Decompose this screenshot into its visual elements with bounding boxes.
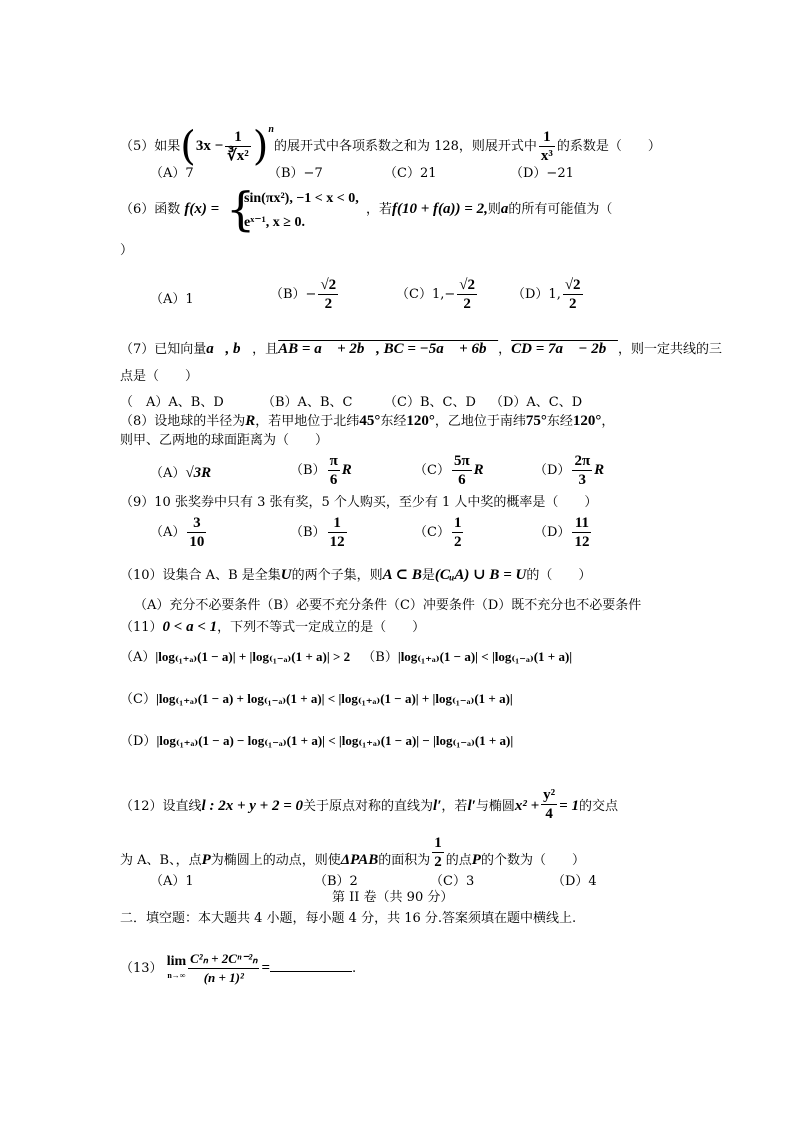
q9-a-den: 10 [189,534,205,550]
q6-option-a: （A）1 [150,292,194,307]
q7-option-a: （ A）A、B、D [120,395,224,410]
q10-cond2: (CᵤA) ∪ B = U [434,567,527,583]
q13-den: (n + 1)² [203,970,244,985]
q7-prefix: （7）已知向量 [120,342,207,357]
q5-option-a: （A）7 [150,166,194,181]
q5-fraction [225,128,251,165]
q9-option-c [414,514,465,551]
q5-option-d: （D）−21 [510,166,574,181]
q7-suffix: ，则一定共线的三 [617,342,722,357]
question-12 [120,786,618,823]
q10-universal: U [280,567,292,583]
q6-case-2: eˣ⁻¹, x ≥ 0. [244,215,305,230]
q6-option-c-frac [457,276,477,313]
q8-lon2: 120° [572,413,602,429]
q12-half-num: 1 [434,835,442,851]
question-5 [120,108,661,170]
q8-option-b-frac [328,452,340,489]
q11-c-label: （C） [120,692,156,707]
q8-d-num: 2π [574,453,591,469]
q8-option-d-frac [572,452,592,489]
q5-frac-num: 1 [225,128,251,147]
q9-a-label: （A） [150,525,186,540]
q6-c-num: √2 [459,277,475,293]
q10-suffix: 的（ ） [526,568,592,583]
q12-l2a: 为 A、B、，点 [120,853,202,868]
q9-c-den: 2 [453,534,462,550]
q7-vectors: a⃗, b⃗ [206,341,253,357]
q8-d-R: R [594,462,605,478]
q12-lprime-2: l′ [467,798,476,814]
q8-c-R: R [473,462,484,478]
q12-ellipse-b: = 1 [559,798,579,814]
q13-fraction [188,950,259,987]
q5-option-b: （B）−7 [268,166,323,181]
q12-ellipse-frac [541,786,557,823]
q8-option-c [414,452,484,489]
q12-P: P [201,852,211,868]
q6-prefix: （6）函数 [120,202,181,217]
q9-d-frac [572,514,591,551]
q12-option-d: （D）4 [552,874,597,889]
q9-c-frac [452,514,464,551]
q9-a-frac [187,514,206,551]
q5-lparen: ( [180,123,196,170]
q12-P2: P [471,852,481,868]
q6-option-d-label: （D）1, [512,287,561,302]
q11-d-label: （D） [120,734,157,749]
q6-function: f(x) = [184,201,220,217]
q8-option-b [290,452,352,489]
q6-option-b-frac [318,276,338,313]
q11-b-expr: |log₍₁₊ₐ₎(1 − a)| < |log₍₁₋ₐ₎(1 + a)| [397,649,573,664]
q6-c-den: 2 [463,296,471,312]
q13-answer-blank[interactable] [270,957,352,972]
q5-rparen: ) [252,123,269,170]
q6-case-1: sin(πx²), −1 < x < 0, [244,191,359,206]
question-9: （9）10 张奖券中只有 3 张有奖，5 个人购买，至少有 1 人中奖的概率是（ ） [120,495,598,510]
q7-line-2: 点是（ ） [120,369,199,384]
question-11 [120,618,425,637]
q7-option-c: （C）B、C、D [384,395,476,410]
q6-suffix: 的所有可能值为（ [508,202,613,217]
q9-c-label: （C） [414,525,450,540]
q13-equals: = [261,960,270,976]
q7-relation-2: CD = 7a⃗ − 2b⃗ [511,341,618,357]
q8-b-den: 6 [329,472,338,488]
question-6 [120,200,219,219]
q8-d-den: 3 [578,472,587,488]
q11-option-c [120,690,513,709]
q12-line-2 [120,834,585,873]
q7-option-d: （D）A、C、D [490,395,583,410]
part-2-title: 第 II 卷（共 90 分） [332,890,454,905]
q8-b-num: π [329,453,338,469]
q9-option-d [534,514,593,551]
q8-option-a-label: （A） [150,466,186,481]
q13-limit [167,955,186,983]
q9-option-b [290,514,349,551]
q12-half [432,834,444,871]
q8-mid1: ，若甲地位于北纬 [255,414,360,429]
q9-option-a [150,514,208,551]
q5-frac2-num: 1 [539,128,555,147]
q8-option-b-label: （B） [290,463,326,478]
q8-c-den: 6 [458,472,466,488]
q12-l2d: 的点 [445,853,472,868]
q6-close: ） [120,243,134,258]
q12-lprime: l′ [433,798,442,814]
q11-option-d [120,732,513,751]
q10-mid: 的两个子集，则 [291,568,383,583]
q5-mid: 的展开式中各项系数之和为 128，则展开式中 [273,139,537,154]
q10-options: （A）充分不必要条件（B）必要不充分条件（C）冲要条件（D）既不充分也不必要条件 [134,598,642,613]
q9-c-num: 1 [453,515,462,531]
q12-prefix: （12）设直线 [120,799,202,814]
q12-mid: 关于原点对称的直线为 [303,799,434,814]
q7-mid: ，且 [252,342,279,357]
q6-b-num: √2 [320,277,337,293]
q8-end: ， [601,414,615,429]
q6-var: a [500,201,509,217]
q9-b-num: 1 [328,514,347,533]
q11-c-expr: |log₍₁₊ₐ₎(1 − a) + log₍₁₋ₐ₎(1 + a)| < |log₍₁₊ₐ₎(1 − a)| + |log₍₁₋ₐ₎(1 + a)| [155,691,513,706]
q12-triangle: ΔPAB [340,852,379,868]
q12-half-den: 2 [434,854,442,870]
q12-ellipse-a: x² + [514,798,540,814]
q12-option-b: （B）2 [314,874,358,889]
q12-option-a: （A）1 [150,874,194,889]
q9-a-num: 3 [187,514,206,533]
q5-prefix: （5）如果 [120,139,181,154]
q6-d-num: √2 [564,277,581,293]
q7-option-b: （B）A、B、C [262,395,353,410]
q13-lim-sub: n→∞ [167,970,186,980]
q12-l2b: 为椭圆上的动点，则使 [210,853,341,868]
q6-option-d-frac [563,276,583,313]
q7-relation-1: AB = a⃗ + 2b⃗, BC = −5a⃗ + 6b⃗ [278,341,499,357]
q7-sep: ， [498,342,512,357]
q6-option-d [512,276,585,313]
q9-d-den: 12 [574,534,590,550]
q8-lat1: 45° [359,413,381,429]
q8-lon1: 120° [406,413,435,429]
q6-option-c-label: （C）1,− [396,287,456,302]
q11-option-a-b [120,648,572,667]
q6-mid: ，若 [366,202,393,217]
q8-line-2: 则甲、乙两地的球面距离为（ ） [120,433,329,448]
q11-d-expr: |log₍₁₊ₐ₎(1 − a) − log₍₁₋ₐ₎(1 + a)| < |log₍₁₊ₐ₎(1 − a)| − |log₍₁₋ₐ₎(1 + a)| [156,733,514,748]
q8-prefix: （8）设地球的半径为 [120,414,246,429]
q6-b-den: 2 [324,296,333,312]
q8-radius: R [245,413,256,429]
q10-cond1: A ⊂ B [382,567,422,583]
q6-brace: { [226,182,256,236]
q8-option-a [150,462,211,482]
q5-expr: 3x − [195,138,224,154]
q13-lim: lim [166,953,187,969]
question-8 [120,412,614,431]
q8-c-num: 5π [453,453,470,469]
q9-b-frac [328,514,347,551]
q8-option-d-label: （D） [534,463,571,478]
q8-mid2: 东经 [380,414,407,429]
q9-b-label: （B） [290,525,326,540]
q11-a-expr: |log₍₁₊ₐ₎(1 − a)| + |log₍₁₋ₐ₎(1 + a)| > 2 [155,649,351,664]
q9-d-num: 11 [572,514,591,533]
q6-condition: f(10 + f(a)) = 2, [392,201,488,217]
q12-line: l : 2x + y + 2 = 0 [201,798,304,814]
q8-option-c-frac [452,452,472,489]
q10-prefix: （10）设集合 A、B 是全集 [120,568,281,583]
q5-fraction-2 [539,128,555,165]
q8-mid4: 东经 [546,414,573,429]
q12-mid2: ，若 [441,799,468,814]
q8-b-R: R [341,462,352,478]
q12-l2c: 的面积为 [378,853,431,868]
q12-option-c: （C）3 [430,874,475,889]
q8-option-a-value: √3R [185,465,212,481]
q5-frac-den: ∛x² [227,148,249,164]
q11-prefix: （11） [120,620,163,635]
question-13 [120,948,356,988]
section-fill-in: 二．填空题：本大题共 4 小题，每小题 4 分，共 16 分.答案须填在题中横线上. [120,911,577,926]
q12-ellipse-den: 4 [545,806,553,822]
q6-option-b [270,276,340,313]
q12-suffix: 的交点 [578,799,618,814]
q6-mid2: 则 [487,202,501,217]
q6-option-c [396,276,479,313]
q8-option-d [534,452,604,489]
q10-mid2: 是 [421,568,435,583]
q11-a-label: （A） [120,650,156,665]
q13-num: C²ₙ + 2Cⁿ⁻²ₙ [188,950,259,969]
question-7 [120,340,722,359]
q11-condition: 0 < a < 1 [162,619,218,635]
q8-lat2: 75° [525,413,547,429]
q9-b-den: 12 [329,534,345,550]
q12-l2e: 的个数为（ ） [480,853,585,868]
q5-frac2-den: x³ [540,148,553,164]
q5-suffix: 的系数是（ ） [556,139,661,154]
q6-tail [366,200,612,219]
q5-exponent: n [268,124,274,135]
q11-b-label: （B） [362,650,398,665]
q12-ellipse-num: y² [543,787,556,803]
q6-d-den: 2 [568,296,577,312]
q13-end: . [352,961,357,976]
q6-option-b-label: （B）− [270,287,317,302]
q9-d-label: （D） [534,525,571,540]
q12-mid3: 与椭圆 [475,799,515,814]
q5-option-c: （C）21 [384,166,437,181]
q11-suffix: ，下列不等式一定成立的是（ ） [217,620,426,635]
q8-option-c-label: （C） [414,463,450,478]
q13-prefix: （13） [120,961,163,976]
question-10 [120,566,591,585]
q8-mid3: ，乙地位于南纬 [434,414,526,429]
